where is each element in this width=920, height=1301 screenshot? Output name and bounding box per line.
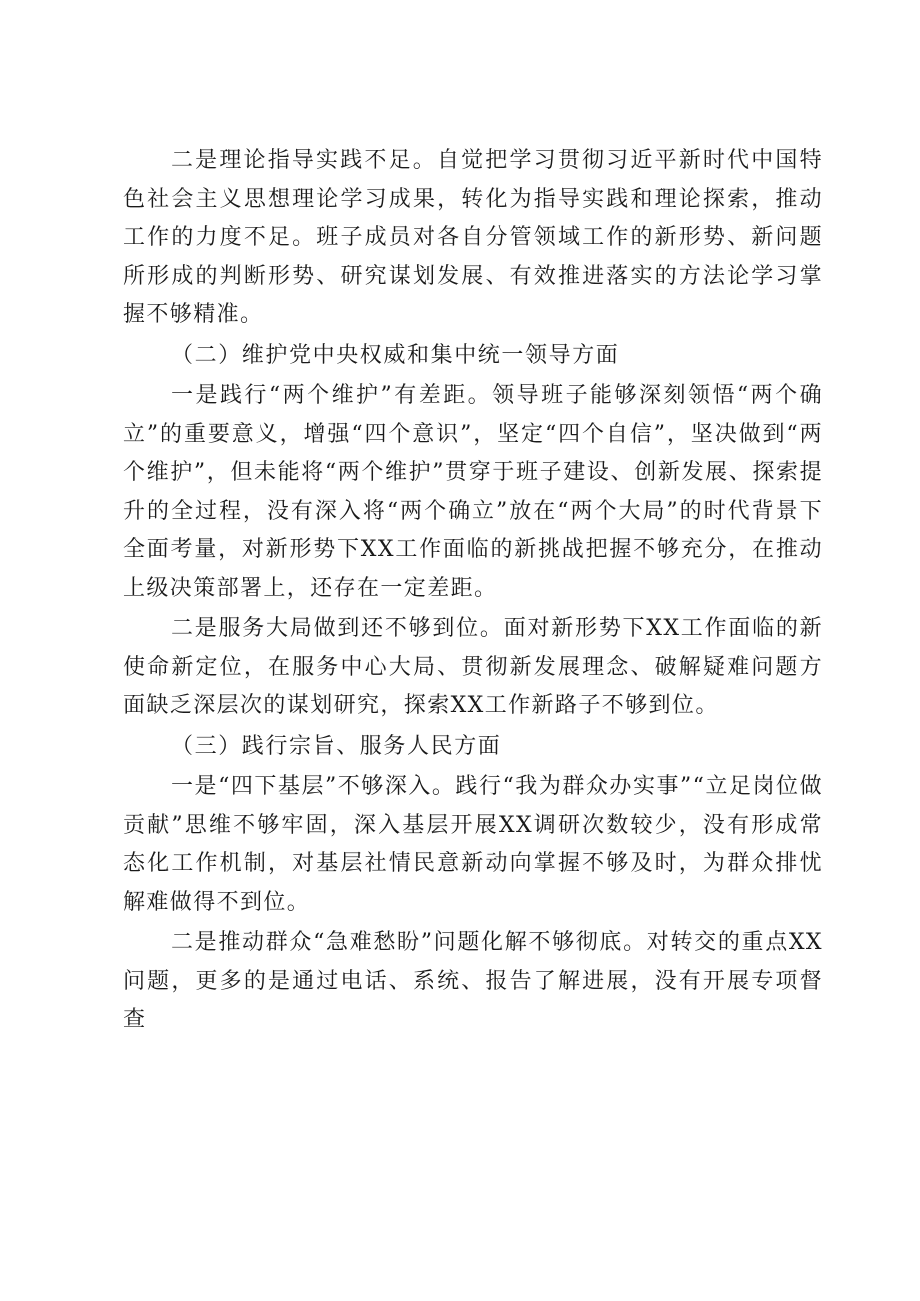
paragraph-urgent-issues: 二是推动群众“急难愁盼”问题化解不够彻底。对转交的重点XX问题，更多的是通过电话、系统、报告了解进展，没有开展专项督查 [123,930,823,1032]
paragraph-serve-overall: 二是服务大局做到还不够到位。面对新形势下XX工作面临的新使命新定位，在服务中心大局、贯彻新发展理念、破解疑难问题方面缺乏深层次的谋划研究，探索XX工作新路子不够到位。 [123,616,823,718]
paragraph-grassroots: 一是“四下基层”不够深入。践行“我为群众办实事”“立足岗位做贡献”思维不够牢固，深入基层开展XX调研次数较少，没有形成常态化工作机制，对基层社情民意新动向掌握不够及时，为群众排忧解难做得不到位。 [123,774,823,915]
section-heading-3: （三）践行宗旨、服务人民方面 [171,733,502,759]
section-heading-2: （二）维护党中央权威和集中统一领导方面 [171,342,620,368]
paragraph-two-safeguards: 一是践行“两个维护”有差距。领导班子能够深刻领悟“两个确立”的重要意义，增强“四个意识”，坚定“四个自信”，坚决做到“两个维护”，但未能将“两个维护”贯穿于班子建设、创新发展、探索提升的全过程，没有深入将“两个确立”放在“两个大局”的时代背景下全面考量，对新形势下XX工作面临的新挑战把握不够充分，在推动上级决策部署上，还存在一定差距。 [123,383,823,601]
paragraph-theory-practice: 二是理论指导实践不足。自觉把学习贯彻习近平新时代中国特色社会主义思想理论学习成果，转化为指导实践和理论探索，推动工作的力度不足。班子成员对各自分管领域工作的新形势、新问题所形成的判断形势、研究谋划发展、有效推进落实的方法论学习掌握不够精准。 [123,148,823,327]
document-body [123,142,823,1040]
